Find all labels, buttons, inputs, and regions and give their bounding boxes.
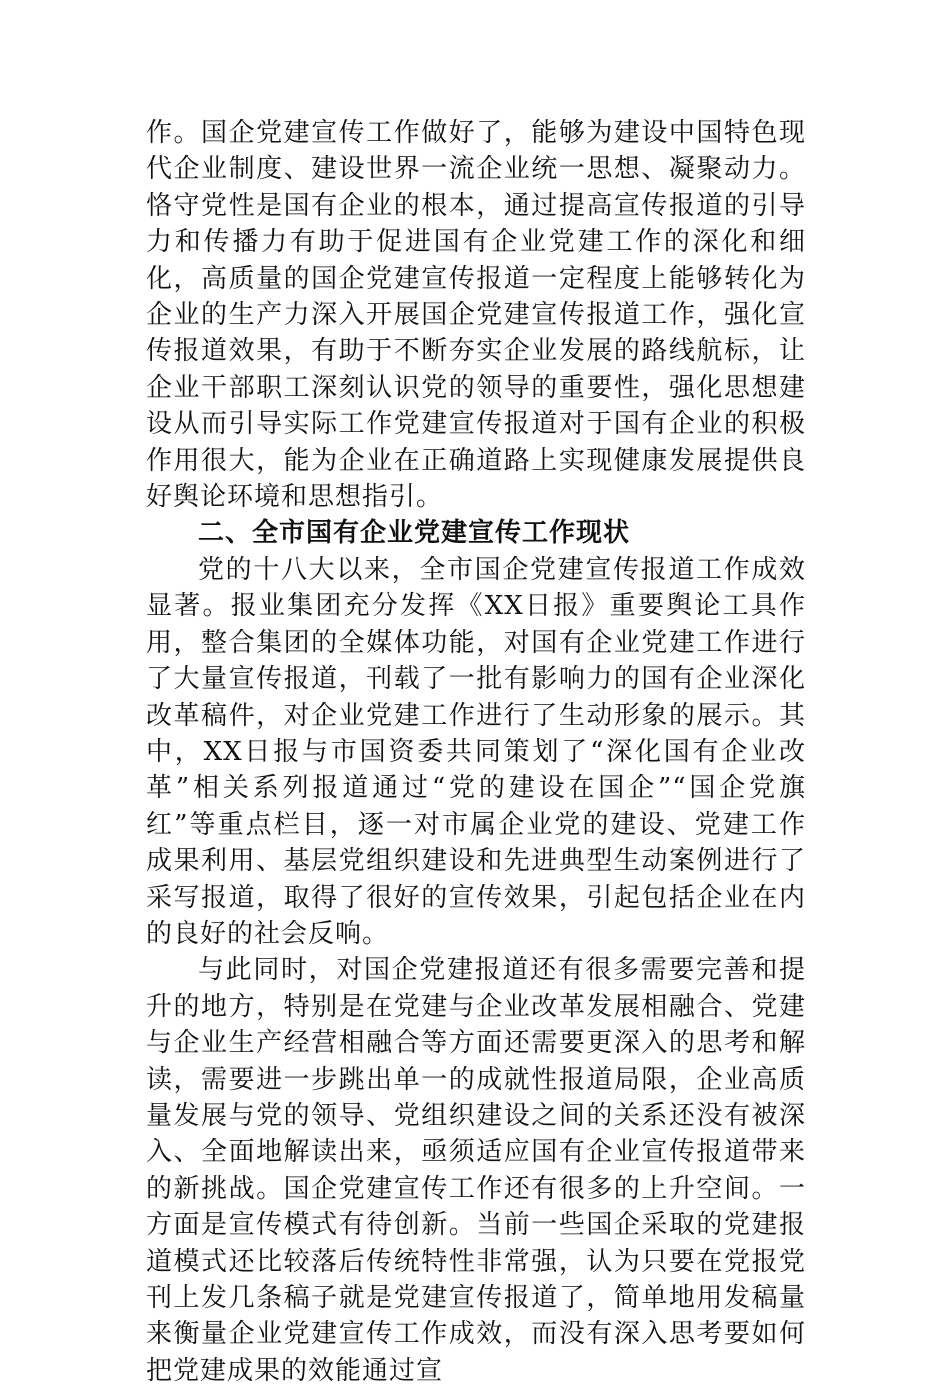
body-paragraph-1: 作。国企党建宣传工作做好了，能够为建设中国特色现代企业制度、建设世界一流企业统一思想、凝聚动力。恪守党性是国有企业的根本，通过提高宣传报道的引导力和传播力有助于促进国有企业党建工作的深化和细化，高质量的国企党建宣传报道一定程度上能够转化为企业的生产力深入开展国企党建宣传报道工作，强化宣传报道效果，有助于不断夯实企业发展的路线航标，让企业干部职工深刻认识党的领导的重要性，强化思想建设从而引导实际工作党建宣传报道对于国有企业的积极作用很大，能为企业在正确道路上实现健康发展提供良好舆论环境和思想指引。 [146,118,806,513]
document-page [146,115,806,1389]
body-paragraph-3: 与此同时，对国企党建报道还有很多需要完善和提升的地方，特别是在党建与企业改革发展相融合、党建与企业生产经营相融合等方面还需要更深入的思考和解读，需要进一步跳出单一的成就性报道局限，企业高质量发展与党的领导、党组织建设之间的关系还没有被深入、全面地解读出来，亟须适应国有企业宣传报道带来的新挑战。国企党建宣传工作还有很多的上升空间。一方面是宣传模式有待创新。当前一些国企采取的党建报道模式还比较落后传统特性非常强，认为只要在党报党刊上发几条稿子就是党建宣传报道了，简单地用发稿量来衡量企业党建宣传工作成效，而没有深入思考要如何把党建成果的效能通过宣 [146,955,806,1386]
section-heading: 二、全市国有企业党建宣传工作现状 [198,518,631,549]
body-paragraph-2: 党的十八大以来，全市国企党建宣传报道工作成效显著。报业集团充分发挥《XX日报》重要舆论工具作用，整合集团的全媒体功能，对国有企业党建工作进行了大量宣传报道，刊载了一批有影响力的国有企业深化改革稿件，对企业党建工作进行了生动形象的展示。其中，XX日报与市国资委共同策划了“深化国有企业改革”相关系列报道通过“党的建设在国企”“国企党旗红”等重点栏目，逐一对市属企业党的建设、党建工作成果利用、基层党组织建设和先进典型生动案例进行了采写报道，取得了很好的宣传效果，引起包括企业在内的良好的社会反响。 [146,554,806,949]
